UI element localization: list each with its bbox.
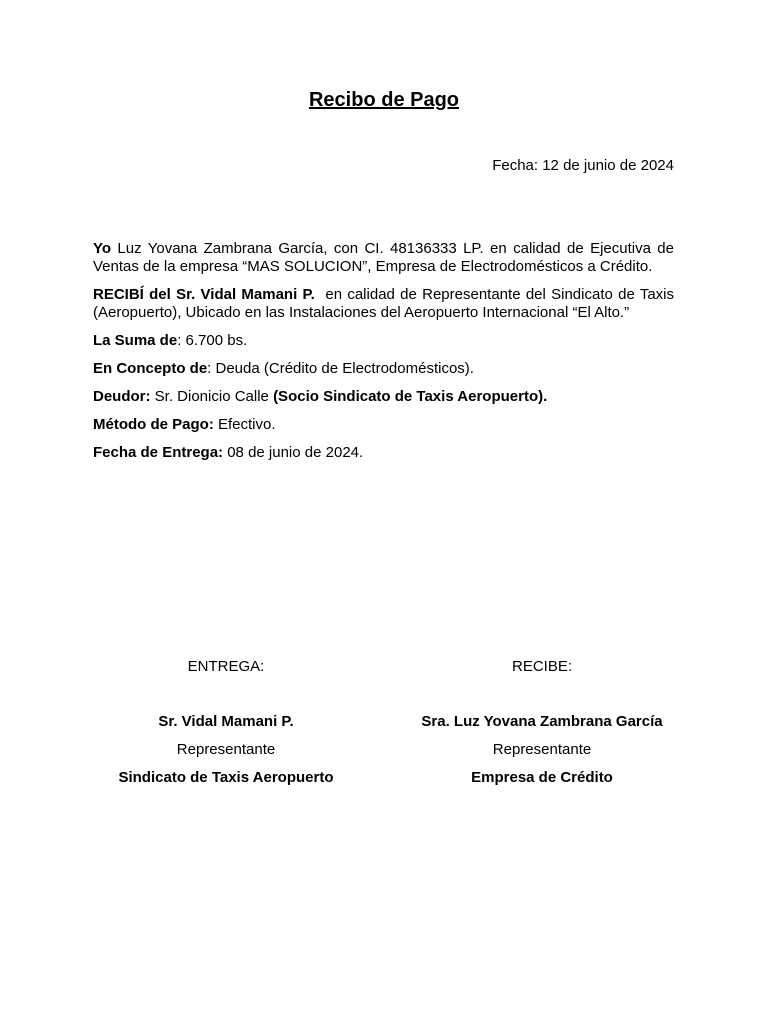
intro-text-1: Luz Yovana Zambrana García, con CI. 48136333 LP. en calidad de Ejecutiva de <box>111 240 674 257</box>
amount-label: La Suma de <box>93 332 178 349</box>
recibe-organization: Empresa de Crédito <box>471 769 613 786</box>
recibe-heading: RECIBE: <box>511 658 572 675</box>
recibe-name: Sra. Luz Yovana Zambrana García <box>421 713 663 730</box>
concept-line <box>93 360 674 378</box>
entrega-organization: Sindicato de Taxis Aeropuerto <box>118 769 334 786</box>
delivery-date-value: 08 de junio de 2024. <box>223 444 364 461</box>
debtor-affiliation: (Socio Sindicato de Taxis Aeropuerto). <box>273 388 548 405</box>
yo-label: Yo <box>93 240 112 257</box>
recibi-text: en calidad de Representante del Sindicato de Taxis (Aeropuerto), Ubicado en las Instalaciones del Aeropuerto Internacional “El Alto.” <box>93 286 679 321</box>
page-title: Recibo de Pago <box>308 89 460 111</box>
payment-method-value: Efectivo. <box>213 416 276 433</box>
intro-paragraph <box>93 240 674 276</box>
entrega-role: Representante <box>176 741 276 758</box>
intro-text-2: Ventas de la empresa “MAS SOLUCION”, Empresa de Electrodomésticos a Crédito. <box>93 258 653 275</box>
delivery-date-label: Fecha de Entrega: <box>93 444 224 461</box>
recibe-role: Representante <box>492 741 592 758</box>
signature-block-entrega <box>76 658 376 787</box>
receipt-body <box>93 240 679 472</box>
delivery-date-line <box>93 444 674 462</box>
payment-method-label: Método de Pago: <box>93 416 214 433</box>
amount-line <box>93 332 674 350</box>
concept-label: En Concepto de <box>93 360 208 377</box>
debtor-line <box>93 388 674 406</box>
amount-value: : 6.700 bs. <box>177 332 248 349</box>
issue-date: Fecha: 12 de junio de 2024 <box>492 157 674 174</box>
intro-line-1 <box>93 240 674 258</box>
debtor-label: Deudor: <box>93 388 151 405</box>
debtor-value: Sr. Dionicio Calle <box>150 388 274 405</box>
concept-value: : Deuda (Crédito de Electrodomésticos). <box>207 360 474 377</box>
signature-block-recibe <box>392 658 692 787</box>
entrega-heading: ENTREGA: <box>187 658 265 675</box>
entrega-name: Sr. Vidal Mamani P. <box>158 713 294 730</box>
payment-method-line <box>93 416 674 434</box>
recibi-label: RECIBÍ del Sr. Vidal Mamani P. <box>93 286 315 303</box>
recibi-paragraph <box>93 286 679 322</box>
